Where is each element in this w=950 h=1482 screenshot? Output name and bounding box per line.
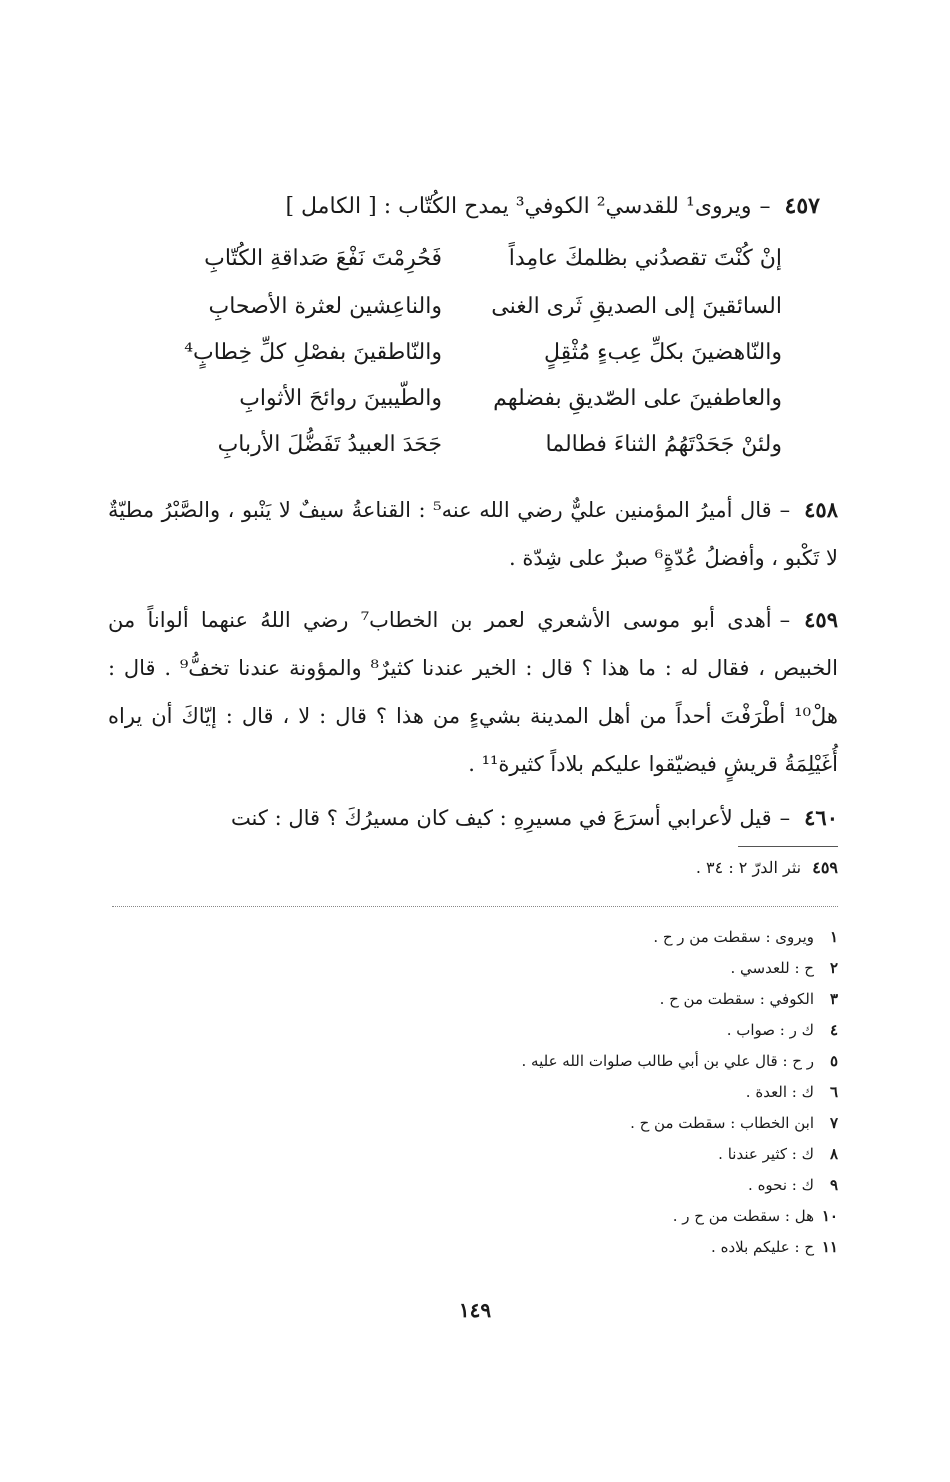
footnote-text: ابن الخطاب : سقطت من ح .	[630, 1114, 814, 1132]
verse-line	[182, 246, 782, 290]
footnote	[378, 1077, 838, 1108]
footnote-text: ح : عليكم بلاده .	[711, 1238, 814, 1256]
footnote	[378, 1170, 838, 1201]
verse-first-hemistich: إنْ كُنْتَ تقصدُني بظلمكَ عامِداً	[508, 246, 782, 271]
source-reference	[696, 858, 838, 877]
entry-458	[108, 486, 838, 582]
footnote-number: ٥	[829, 1052, 838, 1070]
verse-first-hemistich: ولئنْ جَحَدْتَهُمُ الثناءَ فطالما	[545, 432, 782, 457]
entry-text: قيل لأعرابي أسرَعَ في مسيرِهِ : كيف كان مسيرُكَ ؟ قال : كنت	[230, 806, 772, 830]
footnote	[378, 1015, 838, 1046]
footnote-number: ١	[829, 928, 838, 946]
entry-dash: –	[759, 194, 771, 219]
source-entry-number: ٤٥٩	[812, 858, 838, 877]
entry-number: ٤٥٧	[784, 193, 820, 219]
footnote-text: ك : كثير عندنا .	[718, 1145, 814, 1163]
entry-459	[108, 596, 838, 788]
verse-first-hemistich: السائقينَ إلى الصديقِ ثَرى الغنى	[491, 294, 782, 319]
verse-first-hemistich: والنّاهضينَ بكلِّ عِبءٍ مُثْقِلٍ	[543, 340, 782, 365]
footnote	[378, 1046, 838, 1077]
verse-second-hemistich: والطّيبينَ روائحَ الأثوابِ	[239, 386, 442, 411]
footnote-text: ك : نحوه .	[748, 1176, 814, 1194]
entry-number: ٤٥٩	[804, 607, 838, 632]
footnote	[378, 1232, 838, 1263]
verse-second-hemistich: والناعِشين لعثرة الأصحابِ	[208, 294, 442, 319]
footnote-text: ح : للعدسي .	[730, 959, 814, 977]
footnote-number: ٤	[829, 1021, 838, 1039]
entry-dash: –	[779, 608, 791, 632]
verse-line	[182, 340, 782, 384]
entry-text: أهدى أبو موسى الأشعري لعمر بن الخطاب⁷ رضي اللهُ عنهما ألواناً من الخبيص ، فقال له : ما هذا ؟ قال : الخير عندنا كثيرٌ⁸ والمؤونة عندنا تخفُّ⁹ . قال : هلْ¹⁰ أطْرَفْتَ أحداً من أهل المدينة بشيءٍ من هذا ؟ قال : لا ، قال : إيّاكَ أن يراه أُغَيْلِمَةُ قريشٍ فيضيّقوا عليكم بلاداً كثيرة¹¹ .	[108, 608, 838, 776]
entry-460	[108, 794, 838, 842]
verse-line	[182, 386, 782, 430]
footnote-number: ٢	[829, 959, 838, 977]
footnote	[378, 1201, 838, 1232]
source-divider	[738, 846, 838, 847]
source-text: نثر الدرّ ٢ : ٣٤ .	[695, 858, 802, 877]
footnote	[378, 1108, 838, 1139]
entry-dash: –	[779, 498, 791, 522]
verse-second-hemistich: جَحَدَ العبيدُ تَفَضُّلَ الأربابِ	[217, 432, 442, 457]
page-number: ١٤٩	[458, 1298, 492, 1322]
footnote-text: ك ر : صواب .	[726, 1021, 814, 1039]
footnote-number: ١٠	[821, 1207, 838, 1225]
footnote-number: ٦	[829, 1083, 838, 1101]
footnote-text: ر ح : قال علي بن أبي طالب صلوات الله عليه .	[521, 1052, 814, 1070]
footnote	[378, 953, 838, 984]
footnote-number: ٣	[829, 990, 838, 1008]
entry-number: ٤٦٠	[804, 805, 838, 830]
footnotes-divider	[112, 906, 838, 907]
entry-number: ٤٥٨	[804, 497, 838, 522]
footnote-text: هل : سقطت من ح ر .	[672, 1207, 814, 1225]
verse-second-hemistich: والنّاطقينَ بفصْلِ كلِّ خِطابٍ⁴	[184, 340, 442, 365]
footnote-text: ك : العدة .	[745, 1083, 814, 1101]
footnotes	[378, 922, 838, 1263]
footnote	[378, 984, 838, 1015]
entry-heading-text: ويروى¹ للقدسي² الكوفي³ يمدح الكُتّاب : [ الكامل ]	[285, 194, 752, 219]
verse-line	[182, 432, 782, 476]
verse-first-hemistich: والعاطفينَ على الصّديقِ بفضلهم	[493, 386, 782, 411]
footnote-number: ١١	[821, 1238, 838, 1256]
footnote-number: ٨	[829, 1145, 838, 1163]
footnote-number: ٧	[829, 1114, 838, 1132]
footnote	[378, 1139, 838, 1170]
footnote-number: ٩	[829, 1176, 838, 1194]
footnote-text: ويروى : سقطت من ر ح .	[653, 928, 814, 946]
verse-second-hemistich: فَحُرِمْتَ نَفْعَ صَداقةِ الكُتّابِ	[204, 246, 442, 271]
verse-line	[182, 294, 782, 338]
entry-text: قال أميرُ المؤمنين عليٌّ رضي الله عنه⁵ : القناعةُ سيفٌ لا يَنْبو ، والصَّبْرُ مطيّةٌ لا تَكْبو ، وأفضلُ عُدّةٍ⁶ صبرٌ على شِدّة .	[108, 498, 838, 570]
entry-457-heading	[120, 186, 820, 227]
entry-dash: –	[779, 806, 791, 830]
footnote-text: الكوفي : سقطت من ح .	[659, 990, 814, 1008]
footnote	[378, 922, 838, 953]
